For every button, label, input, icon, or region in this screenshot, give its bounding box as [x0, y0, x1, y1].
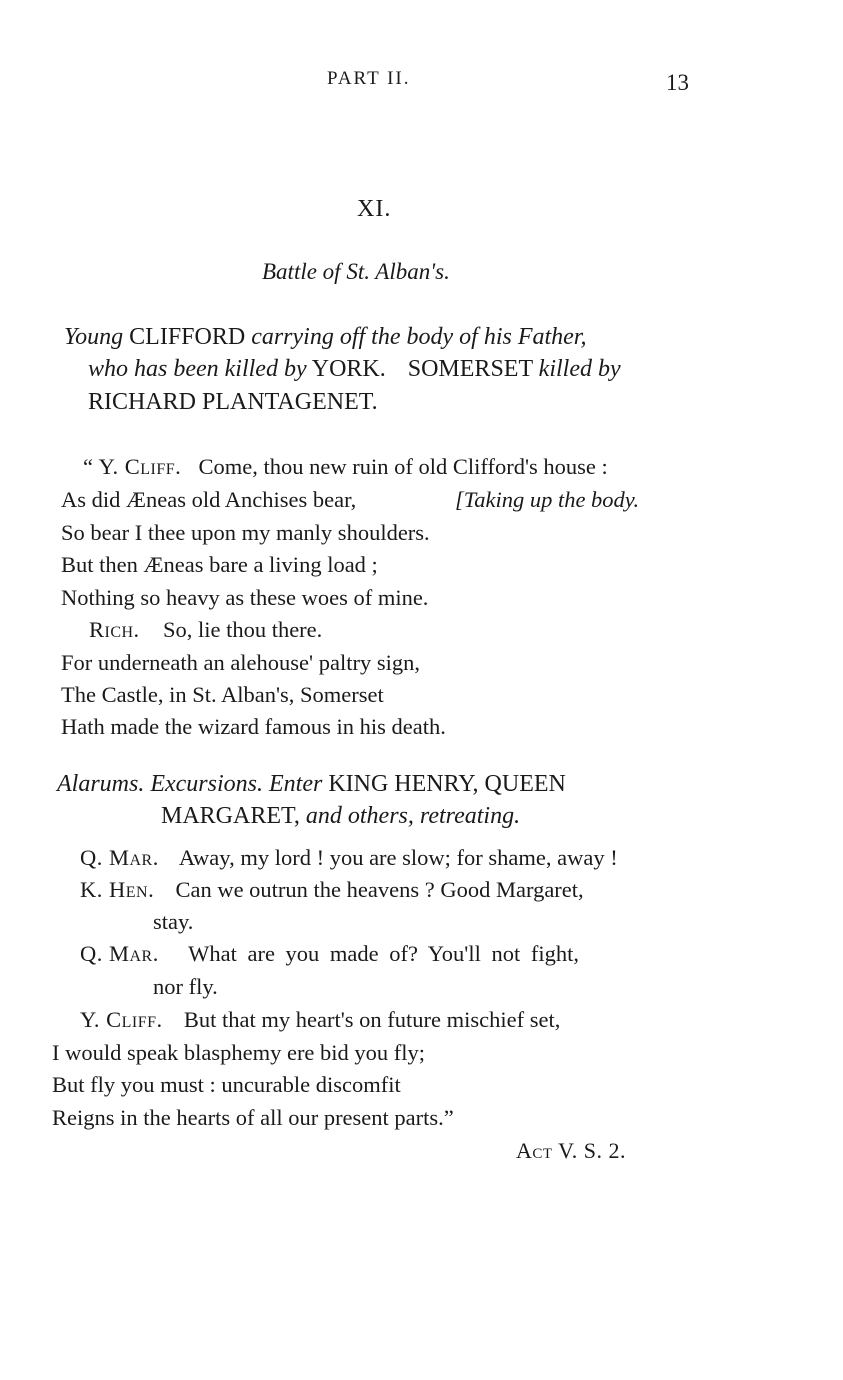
character-name: KING HENRY, QUEEN	[328, 771, 566, 797]
verse-line: I would speak blasphemy ere bid you fly;	[52, 1040, 426, 1065]
verse-line: Reigns in the hearts of all our present parts.”	[52, 1105, 454, 1130]
scene-heading-1-line-2	[88, 356, 621, 383]
speaker-name: Q. Mar.	[80, 941, 159, 966]
verse-line: So bear I thee upon my manly shoulders.	[61, 520, 430, 545]
open-quote: “	[83, 454, 93, 479]
verse-continuation: nor fly.	[153, 974, 218, 999]
speaker-name: Q. Mar.	[80, 845, 159, 870]
verse-text: So, lie thou there.	[162, 617, 323, 642]
character-name: CLIFFORD	[129, 324, 246, 350]
page-number: 13	[666, 70, 689, 95]
verse-text: Away, my lord ! you are slow; for shame, away !	[178, 845, 618, 870]
verse-line	[80, 845, 618, 871]
scene-heading-2-line-1	[57, 771, 566, 798]
heading-text: and others, retreating.	[305, 803, 521, 829]
verse-continuation: stay.	[153, 909, 194, 934]
verse-line	[80, 941, 579, 967]
scene-heading-1-line-1	[64, 324, 586, 351]
section-numeral: XI.	[357, 196, 392, 222]
character-name: MARGARET,	[161, 803, 300, 829]
scene-heading-1-line-3: RICHARD PLANTAGENET.	[88, 389, 378, 415]
verse-line	[80, 877, 584, 903]
verse-text: But that my heart's on future mischief set,	[183, 1007, 561, 1032]
verse-line: For underneath an alehouse' paltry sign,	[61, 650, 420, 675]
speaker-name: Y. Cliff.	[80, 1007, 163, 1032]
act-scene-reference: Act V. S. 2.	[516, 1138, 626, 1163]
verse-line	[80, 1007, 560, 1033]
heading-text: killed by	[538, 356, 621, 382]
heading-text: carrying off the body of his Father,	[251, 324, 587, 350]
verse-line: As did Æneas old Anchises bear,	[61, 487, 357, 512]
verse-line: Hath made the wizard famous in his death.	[61, 714, 446, 739]
verse-text: What are you made of? You'll not fight,	[188, 941, 579, 966]
speaker-name: K. Hen.	[80, 877, 155, 902]
scene-heading-2-line-2	[161, 803, 520, 830]
heading-text: Alarums. Excursions. Enter	[57, 771, 323, 797]
heading-text: Young	[64, 324, 124, 350]
verse-line: The Castle, in St. Alban's, Somerset	[61, 682, 384, 707]
verse-line: But then Æneas bare a living load ;	[61, 552, 378, 577]
character-name: YORK.	[311, 356, 386, 382]
verse-text: Can we outrun the heavens ? Good Margaret,	[175, 877, 584, 902]
verse-text: Come, thou new ruin of old Clifford's house :	[198, 454, 608, 479]
stage-direction: [Taking up the body.	[455, 487, 640, 512]
character-name: SOMERSET	[407, 356, 533, 382]
section-subtitle: Battle of St. Alban's.	[262, 259, 450, 284]
verse-line	[89, 617, 322, 643]
running-head: PART II.	[327, 68, 411, 89]
verse-line: But fly you must : uncurable discomfit	[52, 1072, 401, 1097]
speaker-name: Rich.	[89, 617, 140, 642]
speaker-name: Y. Cliff.	[98, 454, 182, 479]
heading-text: who has been killed by	[88, 356, 307, 382]
verse-line	[83, 454, 608, 480]
verse-line: Nothing so heavy as these woes of mine.	[61, 585, 429, 610]
